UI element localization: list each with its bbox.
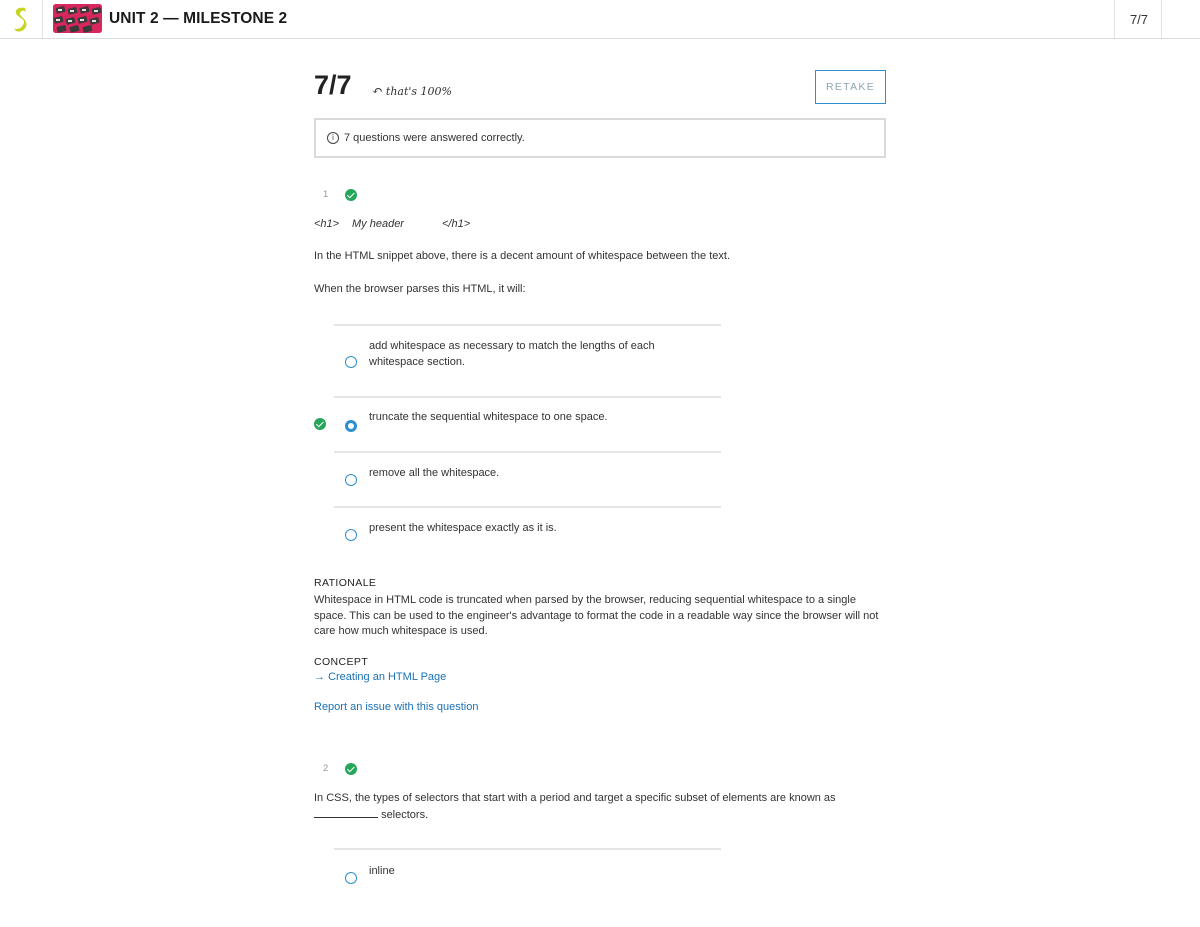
answer-choice[interactable] xyxy=(334,506,721,562)
correct-check-icon xyxy=(345,189,357,201)
code-open-tag: <h1> xyxy=(314,218,340,230)
choice-label: inline xyxy=(369,865,395,877)
score-total: 7/7 xyxy=(314,70,352,100)
choice-label: add whitespace as necessary to match the lengths of each whitespace section. xyxy=(369,340,655,368)
radio-button[interactable] xyxy=(345,356,357,368)
arrow-right-icon: → xyxy=(314,671,325,683)
sophia-logo-icon xyxy=(11,6,31,32)
course-thumbnail xyxy=(53,4,102,33)
code-close-tag: </h1> xyxy=(442,218,471,230)
question-prompt-2: When the browser parses this HTML, it will: xyxy=(314,283,526,295)
question-prompt-suffix: selectors. xyxy=(381,809,429,821)
score-note-text: that's 100% xyxy=(385,85,453,98)
concept-link-text: Creating an HTML Page xyxy=(328,671,447,683)
results-info-text: 7 questions were answered correctly. xyxy=(344,132,525,144)
answer-choice[interactable] xyxy=(334,848,721,908)
radio-button-selected[interactable] xyxy=(345,420,357,432)
answer-choice[interactable] xyxy=(334,451,721,507)
code-text: My header xyxy=(352,218,404,230)
choice-label: present the whitespace exactly as it is. xyxy=(369,522,557,534)
info-icon: i xyxy=(327,132,339,144)
results-info-box xyxy=(314,118,886,158)
answer-choice[interactable] xyxy=(334,324,721,397)
question-prompt: In the HTML snippet above, there is a decent amount of whitespace between the text. xyxy=(314,250,731,262)
choice-label: truncate the sequential whitespace to one space. xyxy=(369,411,608,423)
header-score-text: 7/7 xyxy=(1129,12,1149,27)
milestone-title: UNIT 2 — MILESTONE 2 xyxy=(109,10,288,27)
question-prompt-2 xyxy=(314,808,886,824)
radio-button[interactable] xyxy=(345,872,357,884)
radio-button[interactable] xyxy=(345,529,357,541)
radio-button[interactable] xyxy=(345,474,357,486)
choice-label: remove all the whitespace. xyxy=(369,467,500,479)
rationale-text: Whitespace in HTML code is truncated when parsed by the browser, reducing sequential whitespace to a single space. This can be used to the engineer's advantage to format the code in a readable way since the browser will not care how much whitespace is used. xyxy=(314,594,879,637)
answer-choice-selected[interactable] xyxy=(334,396,721,452)
fill-in-blank xyxy=(314,808,378,818)
logo-button[interactable] xyxy=(0,0,43,38)
concept-heading: CONCEPT xyxy=(314,656,369,668)
rationale-heading: RATIONALE xyxy=(314,577,377,589)
retake-button[interactable]: RETAKE xyxy=(815,70,886,104)
question-number: 1 xyxy=(323,189,329,200)
top-bar xyxy=(0,0,1200,39)
arrow-left-icon: ↶ xyxy=(372,84,383,99)
correct-answer-check-icon xyxy=(314,418,326,430)
header-score xyxy=(1114,0,1162,38)
score-note xyxy=(372,84,452,99)
question-prompt: In CSS, the types of selectors that start with a period and target a specific subset of elements are known as xyxy=(314,792,836,804)
concept-link[interactable] xyxy=(314,671,446,683)
report-issue-link[interactable]: Report an issue with this question xyxy=(314,701,479,713)
correct-check-icon xyxy=(345,763,357,775)
question-number: 2 xyxy=(323,763,329,774)
